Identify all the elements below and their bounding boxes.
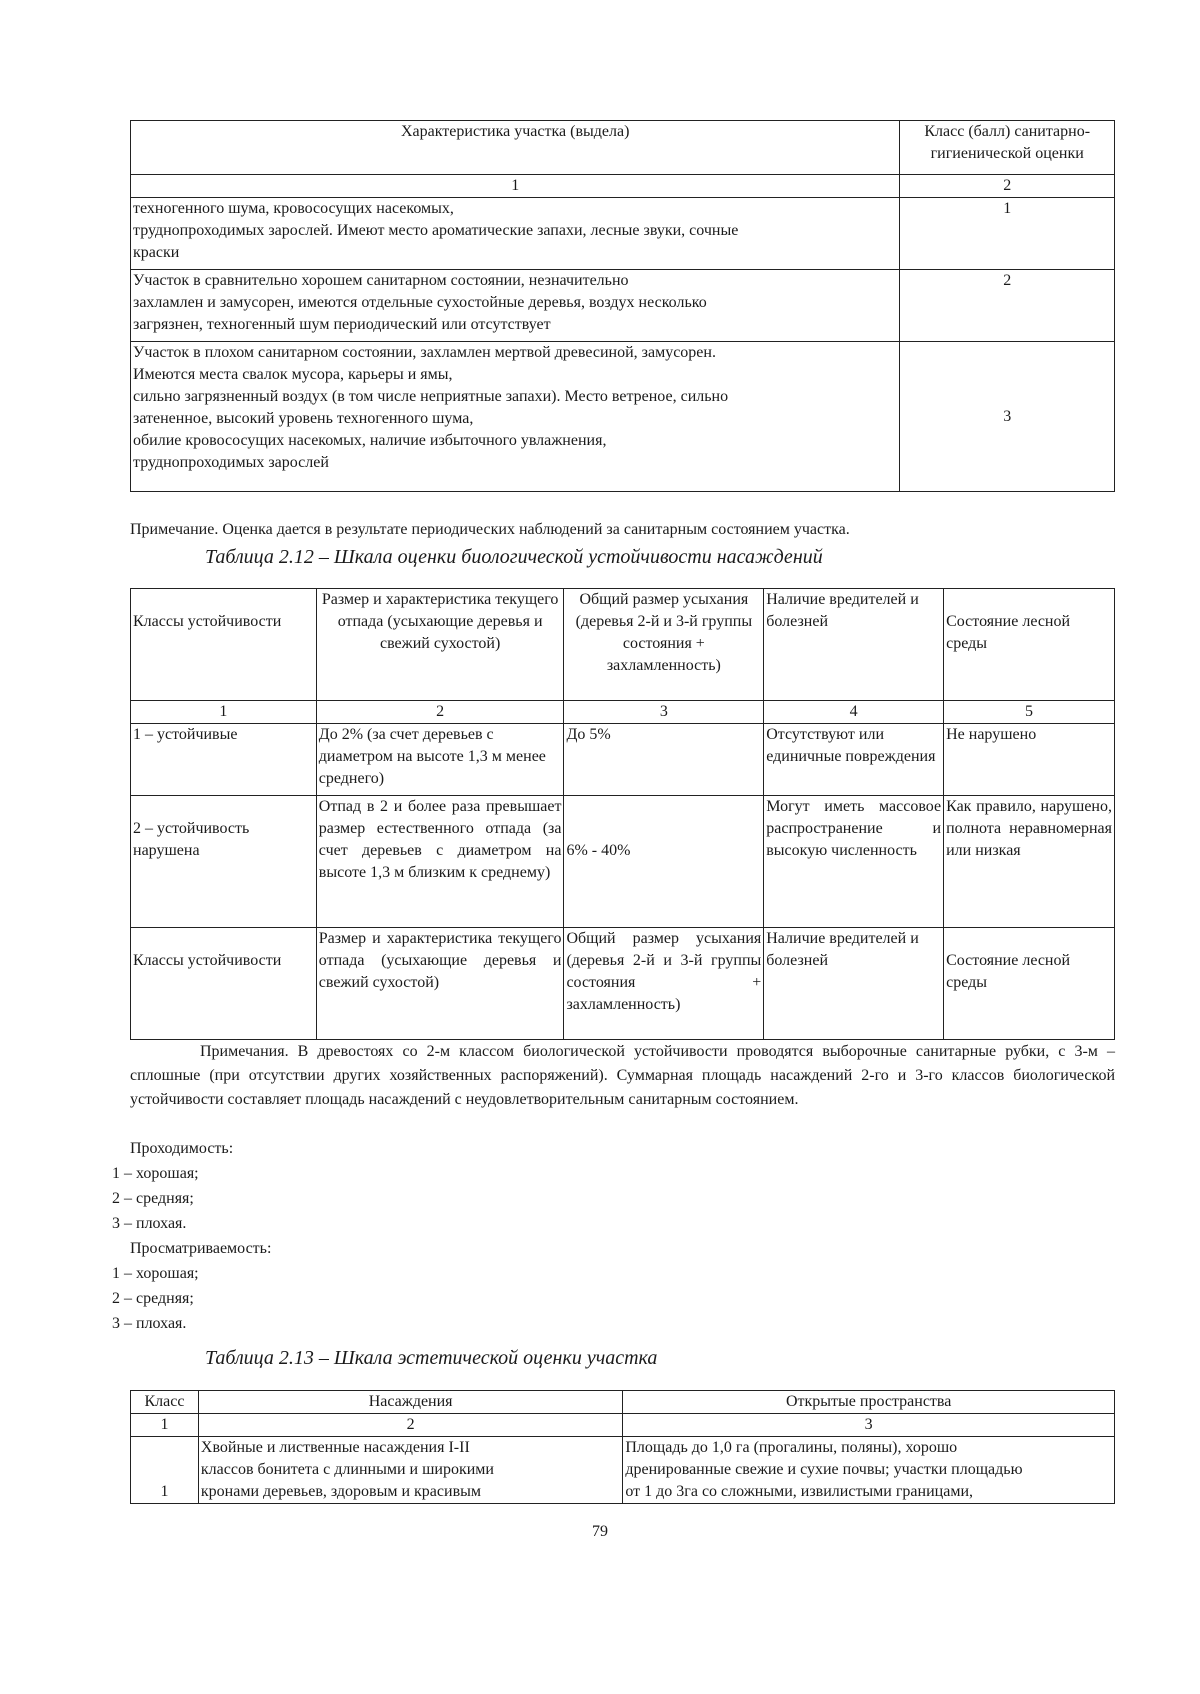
sanitary-table [130,120,1115,492]
text-line: захламлен и замусорен, имеются отдельные сухостойные деревья, воздух несколько [133,294,707,311]
text-line: техногенного шума, кровососущих насекомых, [133,200,454,217]
text-line: сильно загрязненный воздух (в том числе неприятные запахи). Место ветреное, сильно [133,388,729,405]
visibility-item: 2 – средняя; [112,1290,194,1307]
text-line: Хвойные и лиственные насаждения I-II [200,1439,470,1456]
text-line: краски [133,244,180,261]
text-line: Участок в сравнительно хорошем санитарном состоянии, незначительно [133,272,629,289]
visibility-item: 1 – хорошая; [112,1265,199,1282]
passability-item: 1 – хорошая; [112,1165,199,1182]
table1-colnum-2: 2 [900,175,1115,198]
table1-header-characteristic: Характеристика участка (выдела) [131,121,900,175]
table2-r3-dieoff: Размер и характеристика текущего отпада (усыхающие деревья и свежий сухостой) [316,928,564,1040]
visibility-title: Просматриваемость: [130,1240,272,1257]
table3-colnum: 3 [623,1414,1115,1437]
text-line: кронами деревьев, здоровым и красивым [200,1483,481,1500]
table2-header-classes: Классы устойчивости [131,589,317,701]
text-line: загрязнен, техногенный шум периодический или отсутствует [133,316,551,333]
text-line: от 1 до 3га со сложными, извилистыми границами, [625,1483,974,1500]
notes-paragraph: Примечания. В древостоях со 2-м классом биологической устойчивости проводятся выборочные санитарные рубки, с 3-м – сплошные (при отсутствии других хозяйственных распоряжений). Суммарная площадь насаждений 2-го и 3-го классов биологической устойчивости составляет площадь насаждений с неудовлетворительным санитарным состоянием. [130,1043,1115,1108]
table2-colnum: 3 [564,701,764,724]
table2-r1-dieoff: До 2% (за счет деревьев с диаметром на высоте 1,3 м менее среднего) [316,724,564,796]
visibility-item: 3 – плохая. [112,1315,187,1332]
text-line: Площадь до 1,0 га (прогалины, поляны), хорошо [625,1439,958,1456]
table2-r3-pests: Наличие вредителей и болезней [764,928,944,1040]
table2-r2-environment: Как правило, нарушено, полнота неравномерная или низкая [944,796,1115,928]
table3-colnum: 2 [198,1414,622,1437]
table3-header-open: Открытые пространства [623,1391,1115,1414]
text-line: труднопроходимых зарослей [133,454,329,471]
text-line: затененное, высокий уровень техногенного шума, [133,410,474,427]
table2-colnum: 1 [131,701,317,724]
table2-r3-environment: Состояние лесной среды [944,928,1115,1040]
text-line: классов бонитета с длинными и широкими [200,1461,494,1478]
aesthetic-table [130,1390,1115,1504]
table1-row3-score: 3 [900,342,1115,492]
table3-colnum: 1 [131,1414,199,1437]
table2-r2-pests: Могут иметь массовое распространение и высокую численность [764,796,944,928]
table3-header-class: Класс [131,1391,199,1414]
table2-r1-class: 1 – устойчивые [131,724,317,796]
table2-r2-dieoff: Отпад в 2 и более раза превышает размер естественного отпада (за счет деревьев с диаметром на высоте 1,3 м близким к среднему) [316,796,564,928]
table3-header-stands: Насаждения [198,1391,622,1414]
table1-row2-text [131,270,900,342]
table2-r2-drying: 6% - 40% [564,796,764,928]
table2-colnum: 2 [316,701,564,724]
passability-title: Проходимость: [130,1140,234,1157]
table3-r1-stands [198,1437,622,1504]
table2-colnum: 5 [944,701,1115,724]
text-line: обилие кровососущих насекомых, наличие избыточного увлажнения, [133,432,607,449]
table2-colnum: 4 [764,701,944,724]
table3-r1-class: 1 [131,1437,199,1504]
text-line: труднопроходимых зарослей. Имеют место ароматические запахи, лесные звуки, сочные [133,222,739,239]
table1-note: Примечание. Оценка дается в результате периодических наблюдений за санитарным состоянием участка. [130,521,850,538]
table2-header-pests: Наличие вредителей и болезней [764,589,944,701]
table2-header-drying: Общий размер усыхания (деревья 2-й и 3-й группы состояния + захламленность) [564,589,764,701]
table2-r1-pests: Отсутствуют или единичные повреждения [764,724,944,796]
passability-item: 2 – средняя; [112,1190,194,1207]
table2-r1-environment: Не нарушено [944,724,1115,796]
text-line: Имеются места свалок мусора, карьеры и ямы, [133,366,453,383]
table3-caption: Таблица 2.13 – Шкала эстетической оценки участка [205,1347,658,1369]
table2-caption: Таблица 2.12 – Шкала оценки биологической устойчивости насаждений [205,546,823,568]
passability-item: 3 – плохая. [112,1215,187,1232]
text-line: дренированные свежие и сухие почвы; участки площадью [625,1461,1023,1478]
table3-r1-open [623,1437,1115,1504]
table1-row1-score: 1 [900,198,1115,270]
text-line: Участок в плохом санитарном состоянии, захламлен мертвой древесиной, замусорен. [133,344,716,361]
table2-r1-drying: До 5% [564,724,764,796]
table2-r2-class: 2 – устойчивость нарушена [131,796,317,928]
stability-table [130,588,1115,1040]
table2-header-dieoff: Размер и характеристика текущего отпада (усыхающие деревья и свежий сухостой) [316,589,564,701]
table1-header-class: Класс (балл) санитарно-гигиенической оценки [900,121,1115,175]
table2-r3-class: Классы устойчивости [131,928,317,1040]
table1-row3-text [131,342,900,492]
table2-r3-drying: Общий размер усыхания (деревья 2-й и 3-й группы состояния + захламленность) [564,928,764,1040]
table1-row2-score: 2 [900,270,1115,342]
table2-header-environment: Состояние лесной среды [944,589,1115,701]
table1-row1-text [131,198,900,270]
page-number: 79 [592,1523,608,1540]
table1-colnum-1: 1 [131,175,900,198]
